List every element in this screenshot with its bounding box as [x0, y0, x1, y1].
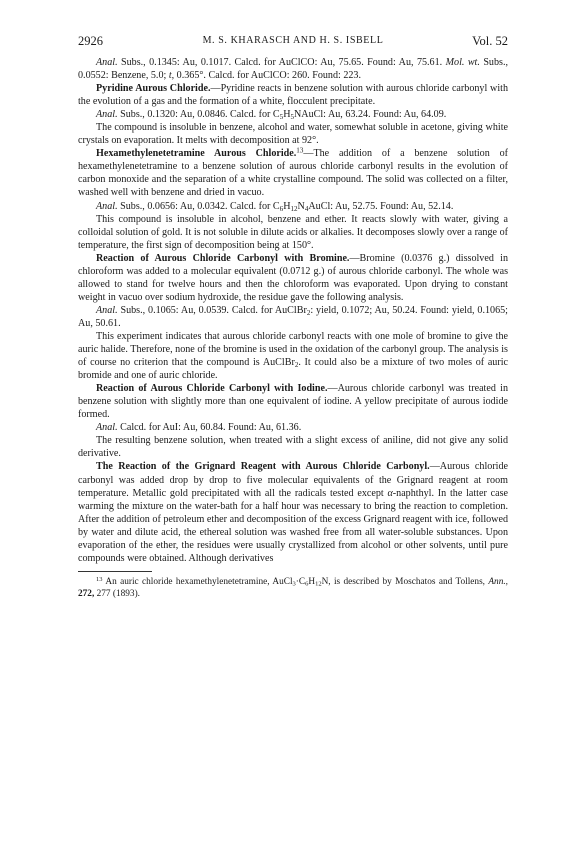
subscript: 5	[290, 112, 295, 121]
text-run: : yield, 0.1072; Au, 50.24. Found: yield, 0.1065; Au, 50.61.	[78, 304, 508, 329]
section-heading: Hexamethylenetetramine Aurous Chloride.	[96, 148, 297, 160]
section-paragraph	[78, 252, 508, 304]
text-run: —The addition of a benzene solution of hexamethylenetetramine to a benzene solution of aurous chloride carbonyl results in the evolution of carbon monoxide and the separation of a white crystalline compound. The solid was collected on a filter, washed well with benzene and dried in vacuo.	[78, 148, 508, 199]
analysis-paragraph	[78, 421, 508, 434]
analysis-paragraph	[78, 200, 508, 213]
analysis-paragraph	[78, 108, 508, 121]
section-heading: Pyridine Aurous Chloride.	[96, 83, 211, 95]
subscript: 2	[306, 308, 311, 317]
text-run: . It could also be a mixture of two moles of auric bromide and one of auric chloride.	[78, 357, 508, 382]
body-paragraph	[78, 121, 508, 147]
text-run: Subs., 0.1320: Au, 0.0846. Calcd. for C	[117, 109, 280, 121]
text-run: H	[308, 577, 316, 587]
text-run: Subs., 0.1345: Au, 0.1017. Calcd. for AuClCO: Au, 75.65. Found: Au, 75.61.	[117, 57, 446, 68]
text-run: The compound is insoluble in benzene, alcohol and water, somewhat soluble in acetone, giving white crystals on evaporation. It melts with decomposition at 92°.	[78, 122, 508, 147]
running-authors: M. S. KHARASCH AND H. S. ISBELL	[202, 35, 384, 46]
text-run: Anal.	[96, 109, 118, 121]
text-run: Anal.	[96, 304, 118, 316]
text-run: Anal.	[96, 422, 118, 434]
section-heading: Reaction of Aurous Chloride Carbonyl with Iodine.	[96, 383, 328, 395]
text-run: t,	[168, 70, 175, 82]
text-run: An auric chloride hexamethylenetetramine, AuCl	[102, 577, 293, 587]
subscript: 6	[279, 204, 284, 213]
text-run: —Bromine (0.0376 g.) dissolved in chloroform was added to a molecular equivalent (0.0712 g.) of aurous chloride carbonyl. The whole was allowed to stand for twelve hours and then the chloroform was evaporated. Upon drying to constant weight in vacuo over sodium hydroxide, the residue gave the following analysis.	[78, 252, 508, 303]
subscript: 5	[279, 112, 284, 121]
analysis-paragraph	[78, 56, 508, 82]
text-run: —Pyridine reacts in benzene solution with aurous chloride carbonyl with the evolution of a gas and the formation of a white, flocculent precipitate.	[78, 83, 508, 108]
footnote-text	[78, 576, 508, 600]
section-heading: Reaction of Aurous Chloride Carbonyl with Bromine.	[96, 252, 350, 264]
text-run: Mol. wt.	[445, 57, 480, 68]
text-run: N	[297, 200, 305, 212]
body-paragraph	[78, 434, 508, 460]
text-run: The resulting benzene solution, when treated with a slight excess of aniline, did not give any solid derivative.	[78, 435, 508, 460]
section-paragraph	[78, 82, 508, 108]
subscript: 12	[315, 580, 322, 588]
subscript: 4	[304, 204, 309, 213]
subscript: 6	[305, 580, 309, 588]
text-run: Subs., 0.0552: Benzene, 5.0;	[78, 57, 508, 82]
text-run: 277 (1893).	[94, 589, 140, 599]
footnote	[78, 576, 508, 600]
page-number: 2926	[78, 34, 103, 48]
running-header	[78, 34, 508, 52]
text-run: Anal.	[96, 57, 118, 68]
superscript: 13	[296, 146, 304, 155]
text-run: 0.365°. Calcd. for AuClCO: 260. Found: 223.	[174, 70, 362, 82]
body-paragraph	[78, 330, 508, 382]
analysis-paragraph	[78, 304, 508, 330]
text-run: NAuCl: Au, 63.24. Found: Au, 64.09.	[294, 109, 447, 121]
text-run: —Aurous chloride carbonyl was treated in benzene solution with slightly more than one equivalent of iodine. A yellow precipitate of aurous iodide formed.	[78, 383, 508, 421]
subscript: 12	[290, 204, 298, 213]
text-run: Anal.	[96, 200, 118, 212]
section-paragraph	[78, 382, 508, 421]
text-run: ·C	[295, 577, 306, 587]
subscript: 2	[294, 360, 299, 369]
text-run: 272,	[78, 589, 95, 599]
footnote-rule	[78, 571, 152, 572]
text-run: Subs., 0.0656: Au, 0.0342. Calcd. for C	[117, 200, 280, 212]
superscript: 13	[96, 575, 103, 583]
section-heading: The Reaction of the Grignard Reagent with Aurous Chloride Carbonyl.	[96, 461, 430, 473]
volume-label: Vol. 52	[472, 34, 508, 48]
text-run: Subs., 0.1065: Au, 0.0539. Calcd. for AuClBr	[117, 304, 307, 316]
text-run: Calcd. for AuI: Au, 60.84. Found: Au, 61.36.	[117, 422, 302, 434]
text-run: α	[387, 487, 393, 499]
section-paragraph	[78, 460, 508, 564]
article-body	[78, 56, 508, 565]
text-run: This compound is insoluble in alcohol, benzene and ether. It reacts slowly with water, giving a colloidal solution of gold. It is not soluble in dilute acids or alkalies. It decomposes slowly over a range of temperature, the first sign of decomposition being at 150°.	[78, 213, 508, 251]
text-run: —Aurous chloride carbonyl was added drop by drop to five molecular equivalents of the Grignard reagent at room temperature. Metallic gold precipitated with all the radicals tested except	[78, 461, 508, 499]
text-run: H	[283, 109, 291, 121]
text-run: -naphthyl. In the latter case warming the mixture on the water-bath for a half hour was necessary to bring the reaction to completion. After the addition of petroleum ether and decomposition of the excess Grignard reagent with ice, followed by water and dilute acid, the ethereal solution was washed free from all water-soluble substances. Upon evaporation of the ether, the residues were usually crystallized from alcohol or other solvents, until pure compounds were obtained. Although derivatives	[78, 487, 508, 564]
text-run: H	[283, 200, 291, 212]
subscript: 3	[292, 580, 296, 588]
body-paragraph	[78, 213, 508, 252]
text-run: AuCl: Au, 52.75. Found: Au, 52.14.	[308, 200, 454, 212]
text-run: Ann.,	[488, 577, 508, 587]
text-run: N, is described by Moschatos and Tollens,	[321, 577, 489, 587]
text-run: This experiment indicates that aurous chloride carbonyl reacts with one mole of bromine to give the auric halide. Therefore, none of the bromine is used in the oxidation of the carbonyl group. The analysis is of course no criterion that the compound is AuClBr	[78, 330, 508, 369]
section-paragraph	[78, 147, 508, 199]
